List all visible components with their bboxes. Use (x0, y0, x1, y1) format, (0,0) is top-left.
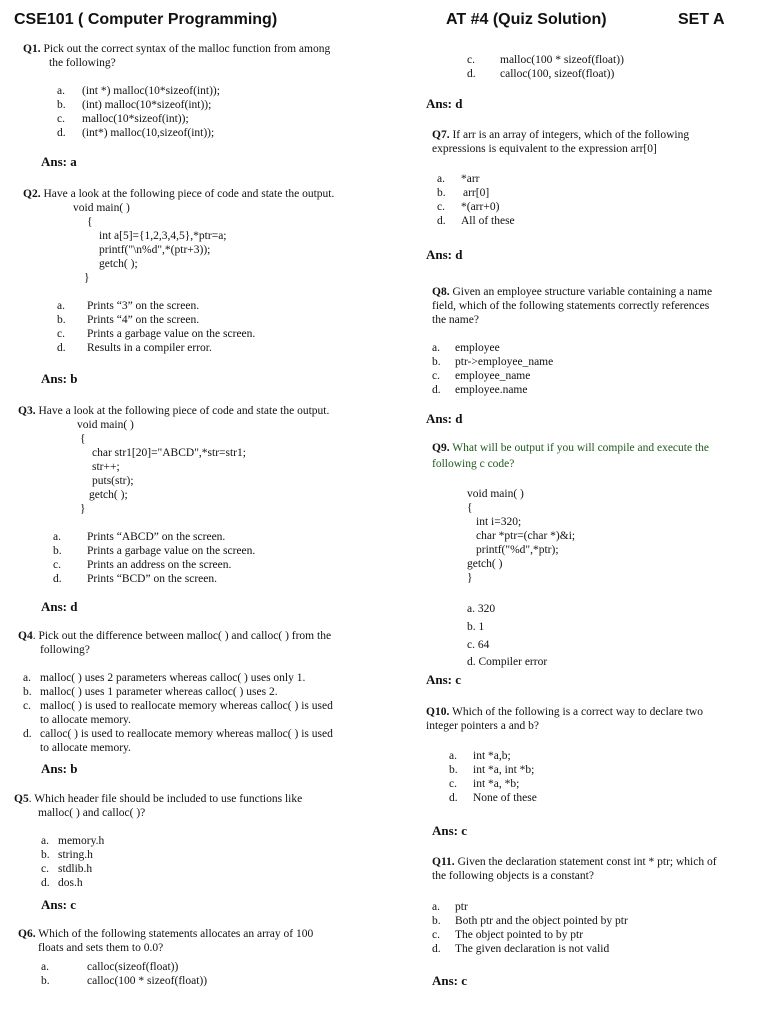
q1-option-b-letter: b. (57, 99, 66, 111)
q2-code-line: int a[5]={1,2,3,4,5},*ptr=a; (99, 230, 227, 242)
q10-option-c-letter: c. (449, 778, 457, 790)
q3-option-b: Prints a garbage value on the screen. (87, 545, 256, 557)
q2-option-a-letter: a. (57, 300, 65, 312)
q2-option-d-letter: d. (57, 342, 66, 354)
q4-number: Q4 (18, 630, 33, 642)
q3-code-line: void main( ) (77, 419, 134, 431)
q11-question (432, 855, 717, 869)
q3-option-d-letter: d. (53, 573, 62, 585)
q4-question-cont: following? (40, 644, 90, 656)
q4-option-d-cont: to allocate memory. (40, 742, 131, 754)
q6-option-d-letter: d. (467, 68, 476, 80)
q1-number: Q1. (23, 43, 41, 55)
q1-question-cont: the following? (49, 57, 116, 69)
q8-option-a-letter: a. (432, 342, 440, 354)
q9-code-line: void main( ) (467, 488, 524, 500)
q3-code-line: } (80, 503, 86, 515)
q2-number: Q2. (23, 188, 41, 200)
q2-option-a: Prints “3” on the screen. (87, 300, 200, 312)
q9-code-line: getch( ) (467, 558, 503, 570)
q2-code-line: } (84, 272, 90, 284)
q6-option-c-letter: c. (467, 54, 475, 66)
q3-answer: Ans: d (41, 599, 78, 614)
q6-option-d: calloc(100, sizeof(float)) (500, 68, 615, 80)
q8-option-c: employee_name (455, 370, 531, 382)
q4-option-c-letter: c. (23, 700, 31, 712)
q10-option-b: int *a, int *b; (473, 764, 535, 776)
q5-option-a-letter: a. (41, 835, 49, 847)
q1-question (23, 42, 330, 56)
q11-answer: Ans: c (432, 973, 468, 988)
q11-option-c: The object pointed to by ptr (455, 929, 584, 941)
course-title: CSE101 ( Computer Programming) (14, 11, 278, 28)
q9-code-line: printf("%d",*ptr); (476, 544, 559, 556)
q3-text: Have a look at the following piece of code and state the output. (38, 405, 330, 417)
q1-option-a-letter: a. (57, 85, 65, 97)
q6-option-a-letter: a. (41, 961, 49, 973)
q9-number: Q9. (432, 442, 450, 454)
q3-code-line: { (80, 433, 86, 445)
q8-option-b-letter: b. (432, 356, 441, 368)
q7-text: If arr is an array of integers, which of the following (452, 129, 690, 141)
q10-option-c: int *a, *b; (473, 778, 520, 790)
q11-option-b: Both ptr and the object pointed by ptr (455, 915, 628, 927)
q8-answer: Ans: d (426, 411, 463, 426)
q6-option-b: calloc(100 * sizeof(float)) (87, 975, 208, 987)
q7-number: Q7. (432, 129, 450, 141)
q1-answer: Ans: a (41, 154, 77, 169)
q2-question (23, 187, 334, 201)
q1-option-c: malloc(10*sizeof(int)); (82, 113, 189, 125)
q2-code-line: printf("\n%d",*(ptr+3)); (99, 244, 211, 256)
q9-code-line: } (467, 572, 473, 584)
q2-option-c-letter: c. (57, 328, 65, 340)
q10-answer: Ans: c (432, 823, 468, 838)
q4-answer: Ans: b (41, 761, 78, 776)
q10-question (426, 705, 703, 719)
q6-option-c: malloc(100 * sizeof(float)) (500, 54, 624, 66)
q2-option-c: Prints a garbage value on the screen. (87, 328, 256, 340)
q1-option-d: (int*) malloc(10,sizeof(int)); (82, 127, 215, 139)
q9-option-d: d. Compiler error (467, 656, 548, 668)
q7-option-a: *arr (461, 173, 480, 185)
q6-question-cont: floats and sets them to 0.0? (38, 942, 164, 954)
q10-text: Which of the following is a correct way to declare two (452, 706, 703, 718)
q10-option-b-letter: b. (449, 764, 458, 776)
q5-option-c: stdlib.h (58, 863, 93, 875)
q7-option-d-letter: d. (437, 215, 446, 227)
q7-option-b-letter: b. (437, 187, 446, 199)
q10-option-a-letter: a. (449, 750, 457, 762)
q11-option-a: ptr (455, 901, 468, 913)
q3-number: Q3. (18, 405, 36, 417)
q2-code-line: void main( ) (73, 202, 130, 214)
q5-number: Q5 (14, 793, 29, 805)
q2-option-d: Results in a compiler error. (87, 342, 212, 354)
q4-option-d: calloc( ) is used to reallocate memory whereas malloc( ) is used (40, 728, 333, 740)
q8-text: Given an employee structure variable containing a name (452, 286, 713, 298)
q1-option-c-letter: c. (57, 113, 65, 125)
q4-option-c: malloc( ) is used to reallocate memory whereas calloc( ) is used (40, 700, 333, 712)
q8-option-d: employee.name (455, 384, 528, 396)
q4-option-c-cont: to allocate memory. (40, 714, 131, 726)
q9-question-cont: following c code? (432, 458, 515, 470)
q7-option-a-letter: a. (437, 173, 445, 185)
q6-text: Which of the following statements allocates an array of 100 (38, 928, 314, 940)
q3-option-b-letter: b. (53, 545, 62, 557)
q4-option-b: malloc( ) uses 1 parameter whereas calloc( ) uses 2. (40, 686, 278, 698)
q4-option-a: malloc( ) uses 2 parameters whereas calloc( ) uses only 1. (40, 672, 306, 684)
q11-option-a-letter: a. (432, 901, 440, 913)
q9-code-line: int i=320; (476, 516, 522, 528)
q5-question-cont: malloc( ) and calloc( )? (38, 807, 146, 819)
q3-option-c: Prints an address on the screen. (87, 559, 232, 571)
q5-option-d-letter: d. (41, 877, 50, 889)
q11-text: Given the declaration statement const int * ptr; which of (457, 856, 717, 868)
q3-question (18, 404, 329, 418)
q8-option-d-letter: d. (432, 384, 441, 396)
q11-option-b-letter: b. (432, 915, 441, 927)
q1-option-b: (int) malloc(10*sizeof(int)); (82, 99, 212, 111)
q10-option-a: int *a,b; (473, 750, 511, 762)
q9-code-line: { (467, 502, 473, 514)
q1-option-d-letter: d. (57, 127, 66, 139)
q7-question (432, 128, 689, 142)
q8-option-c-letter: c. (432, 370, 440, 382)
q4-option-d-letter: d. (23, 728, 32, 740)
q6-option-b-letter: b. (41, 975, 50, 987)
q3-option-a: Prints “ABCD” on the screen. (87, 531, 226, 543)
q8-question-cont: field, which of the following statements correctly references (432, 300, 710, 312)
q6-answer: Ans: d (426, 96, 463, 111)
q2-option-b-letter: b. (57, 314, 66, 326)
q2-option-b: Prints “4” on the screen. (87, 314, 200, 326)
q3-option-a-letter: a. (53, 531, 61, 543)
q8-number: Q8. (432, 286, 450, 298)
q11-option-c-letter: c. (432, 929, 440, 941)
q4-question (18, 629, 331, 643)
q2-code-line: { (87, 216, 93, 228)
q5-answer: Ans: c (41, 897, 77, 912)
q8-question-cont2: the name? (432, 314, 479, 326)
q9-option-b: b. 1 (467, 621, 485, 633)
assessment-title: AT #4 (Quiz Solution) (446, 11, 607, 28)
q10-number: Q10. (426, 706, 450, 718)
q9-option-c: c. 64 (467, 639, 490, 651)
q7-answer: Ans: d (426, 247, 463, 262)
q7-option-b: arr[0] (463, 187, 490, 199)
q3-option-c-letter: c. (53, 559, 61, 571)
q7-option-c-letter: c. (437, 201, 445, 213)
q11-question-cont: the following objects is a constant? (432, 870, 594, 882)
q4-text: . Pick out the difference between malloc( ) and calloc( ) from the (32, 630, 332, 642)
q8-question (432, 285, 712, 299)
q11-option-d-letter: d. (432, 943, 441, 955)
q5-option-c-letter: c. (41, 863, 49, 875)
q2-answer: Ans: b (41, 371, 78, 386)
q10-option-d-letter: d. (449, 792, 458, 804)
q5-text: . Which header file should be included to use functions like (28, 793, 303, 805)
q9-answer: Ans: c (426, 672, 462, 687)
q5-option-d: dos.h (58, 877, 83, 889)
set-label: SET A (678, 11, 725, 28)
q4-option-b-letter: b. (23, 686, 32, 698)
q3-code-line: char str1[20]="ABCD",*str=str1; (92, 447, 246, 459)
q5-option-b-letter: b. (41, 849, 50, 861)
q9-question (432, 441, 709, 455)
q3-option-d: Prints “BCD” on the screen. (87, 573, 217, 585)
q6-option-a: calloc(sizeof(float)) (87, 961, 179, 973)
q11-number: Q11. (432, 856, 455, 868)
q6-number: Q6. (18, 928, 36, 940)
q2-text: Have a look at the following piece of code and state the output. (43, 188, 335, 200)
q5-option-b: string.h (58, 849, 93, 861)
q2-code-line: getch( ); (99, 258, 138, 270)
q3-code-line: str++; (92, 461, 120, 473)
q5-option-a: memory.h (58, 835, 105, 847)
q10-question-cont: integer pointers a and b? (426, 720, 540, 732)
q9-code-line: char *ptr=(char *)&i; (476, 530, 576, 542)
q1-text: Pick out the correct syntax of the malloc function from among (43, 43, 331, 55)
q1-option-a: (int *) malloc(10*sizeof(int)); (82, 85, 220, 97)
q11-option-d: The given declaration is not valid (455, 943, 610, 955)
q6-question (18, 927, 313, 941)
q3-code-line: getch( ); (89, 489, 128, 501)
q5-question (14, 792, 302, 806)
q9-option-a: a. 320 (467, 603, 496, 615)
q9-text: What will be output if you will compile and execute the (452, 442, 710, 454)
q8-option-b: ptr->employee_name (455, 356, 554, 368)
q7-option-d: All of these (461, 215, 515, 227)
q4-option-a-letter: a. (23, 672, 31, 684)
q10-option-d: None of these (473, 792, 537, 804)
q7-question-cont: expressions is equivalent to the expression arr[0] (432, 143, 657, 155)
q3-code-line: puts(str); (92, 475, 134, 487)
q8-option-a: employee (455, 342, 500, 354)
q7-option-c: *(arr+0) (461, 201, 500, 213)
